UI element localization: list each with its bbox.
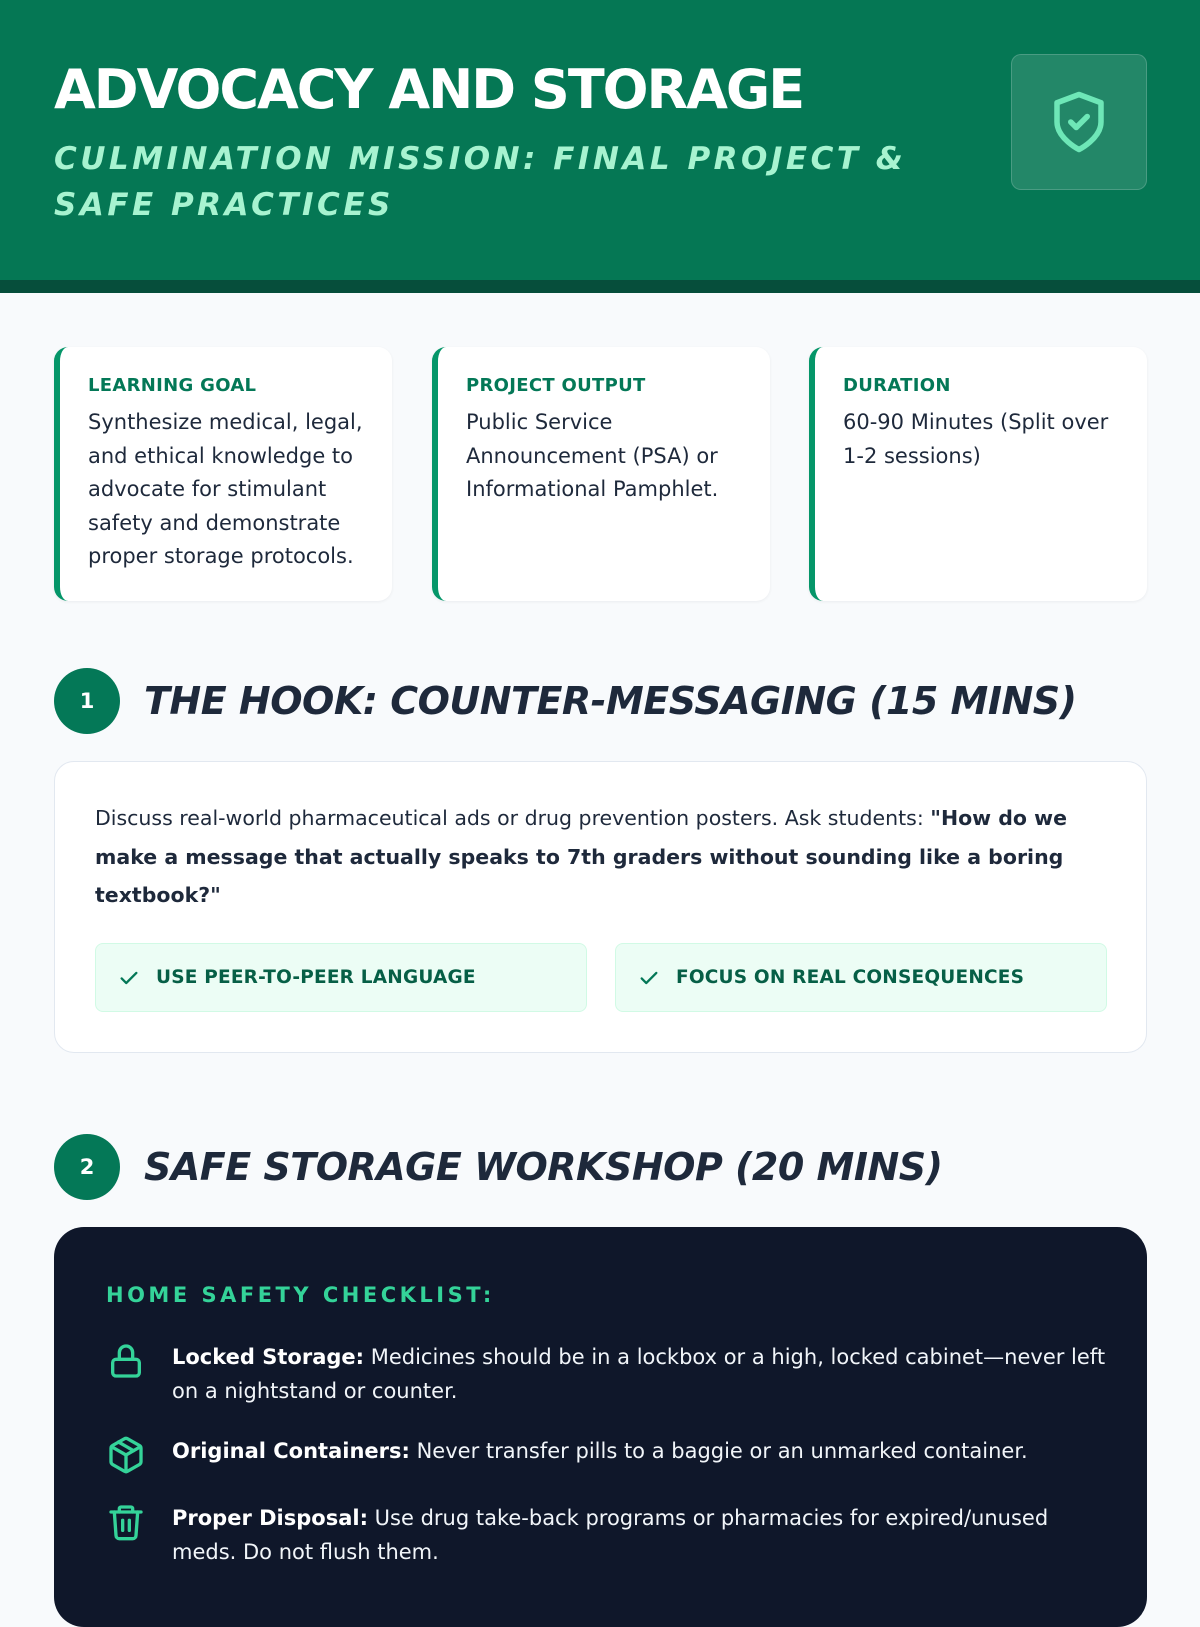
shield-check-icon	[1046, 85, 1112, 159]
tip-pill	[615, 943, 1107, 1012]
checklist-panel	[54, 1227, 1147, 1627]
item-heading: Locked Storage:	[172, 1345, 365, 1369]
tip-pill	[95, 943, 587, 1012]
check-icon	[638, 967, 660, 989]
section-2-heading	[54, 1134, 943, 1200]
hook-panel	[54, 761, 1147, 1053]
item-heading: Original Containers:	[172, 1439, 410, 1463]
hook-intro: Discuss real-world pharmaceutical ads or drug prevention posters. Ask students:	[95, 806, 931, 830]
item-body: Never transfer pills to a baggie or an unmarked container.	[409, 1439, 1028, 1463]
section-number-badge: 2	[54, 1134, 120, 1200]
card-label: LEARNING GOAL	[88, 375, 257, 396]
hook-question: "How do we make a message that actually speaks to 7th graders without sounding like a boring textbook?"	[95, 806, 1067, 907]
card-label: PROJECT OUTPUT	[466, 375, 646, 396]
item-body: Use drug take-back programs or pharmacies for expired/unused meds. Do not flush them.	[172, 1506, 1049, 1564]
checklist-item-text	[172, 1435, 1028, 1475]
page-subtitle: CULMINATION MISSION: FINAL PROJECT & SAFE PRACTICES	[54, 141, 907, 223]
page-title: ADVOCACY AND STORAGE	[54, 58, 804, 121]
duration-card	[809, 347, 1147, 601]
checklist-title: HOME SAFETY CHECKLIST:	[106, 1283, 495, 1307]
trash-icon	[106, 1502, 146, 1542]
checklist-item	[106, 1341, 1106, 1408]
hook-text	[95, 799, 1106, 915]
project-output-card	[432, 347, 770, 601]
package-icon	[106, 1435, 146, 1475]
hook-tips	[95, 943, 1107, 1012]
learning-goal-card	[54, 347, 392, 601]
page-header	[0, 0, 1200, 293]
checklist-item-text	[172, 1341, 1106, 1408]
card-label: DURATION	[843, 375, 951, 396]
section-1-heading	[54, 668, 1077, 734]
shield-badge	[1011, 54, 1147, 190]
check-icon	[118, 967, 140, 989]
card-text: 60-90 Minutes (Split over 1-2 sessions)	[843, 410, 1109, 468]
card-text: Public Service Announcement (PSA) or Informational Pamphlet.	[466, 410, 719, 501]
section-title: SAFE STORAGE WORKSHOP (20 MINS)	[144, 1145, 943, 1189]
checklist-item	[106, 1502, 1106, 1569]
card-text: Synthesize medical, legal, and ethical knowledge to advocate for stimulant safety and demonstrate proper storage protocols.	[88, 410, 363, 568]
tip-label: FOCUS ON REAL CONSEQUENCES	[676, 967, 1025, 988]
section-number-badge: 1	[54, 668, 120, 734]
checklist-item-text	[172, 1502, 1106, 1569]
header-divider	[0, 280, 1200, 293]
item-heading: Proper Disposal:	[172, 1506, 368, 1530]
lock-icon	[106, 1341, 146, 1381]
item-body: Medicines should be in a lockbox or a high, locked cabinet—never left on a nightstand or counter.	[172, 1345, 1106, 1403]
tip-label: USE PEER-TO-PEER LANGUAGE	[156, 967, 476, 988]
section-title: THE HOOK: COUNTER-MESSAGING (15 MINS)	[144, 679, 1077, 723]
checklist-item	[106, 1435, 1106, 1475]
